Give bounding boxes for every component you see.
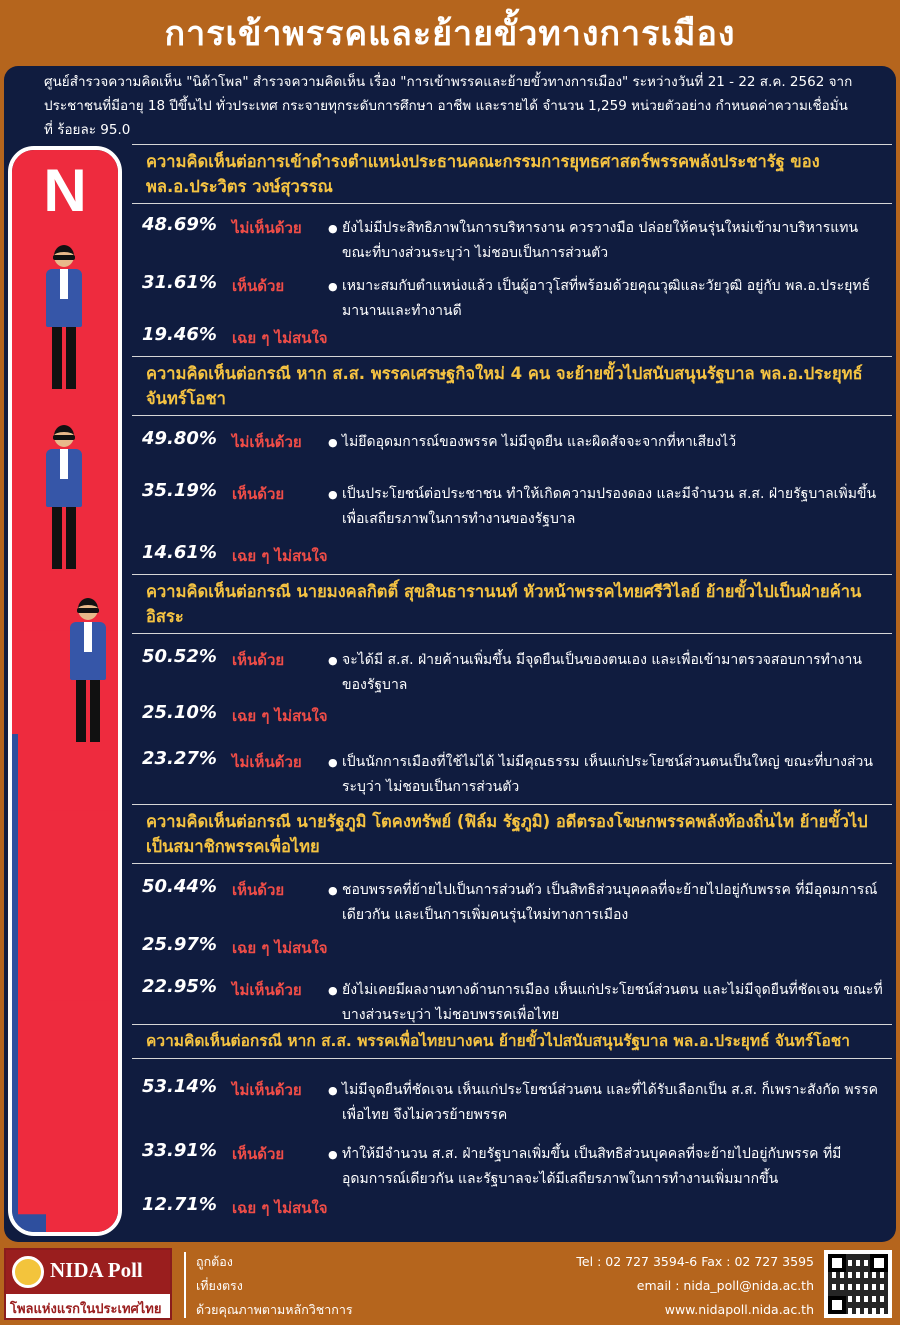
logo-tagline: โพลแห่งแรกในประเทศไทย bbox=[10, 1302, 162, 1317]
percent-value: 49.80% bbox=[142, 428, 217, 449]
opinion-label: เห็นด้วย bbox=[232, 1145, 285, 1163]
intro-paragraph: ศูนย์สำรวจความคิดเห็น "นิด้าโพล" สำรวจความคิดเห็น เรื่อง "การเข้าพรรคและย้ายขั้วทางการเมือง" ระหว่างวันที่ 21 - 22 ส.ค. 2562 จากประชาชนที่มีอายุ 18 ปีขึ้นไป ทั่วประเทศ กระจายทุกระดับการศึกษา อาชีพ และรายได้ จำนวน 1,259 หน่วยตัวอย่าง กำหนดค่าความเชื่อมั่นที่ ร้อยละ 95.0 bbox=[44, 74, 853, 138]
opinion-label: ไม่เห็นด้วย bbox=[232, 1081, 302, 1099]
question-heading: ความคิดเห็นต่อกรณี นายรัฐภูมิ โตคงทรัพย์ (ฟิล์ม รัฐภูมิ) อดีตรองโฆษกพรรคพลังท้องถิ่นไท ย้ายขั้วไปเป็นสมาชิกพรรคเพื่อไทย bbox=[132, 804, 892, 864]
question-section-5 bbox=[132, 1024, 892, 1217]
seal-icon bbox=[12, 1256, 44, 1288]
reason-text: ● จะได้มี ส.ส. ฝ่ายค้านเพิ่มขึ้น มีจุดยืนเป็นของตนเอง และเพื่อเข้ามาตรวจสอบการทำงาน ของรัฐบาล bbox=[328, 648, 888, 698]
email-link[interactable]: email : nida_poll@nida.ac.th bbox=[636, 1278, 814, 1293]
opinion-label: ไม่เห็นด้วย bbox=[232, 433, 302, 451]
question-section-2 bbox=[132, 356, 892, 565]
opinion-label: ไม่เห็นด้วย bbox=[232, 753, 302, 771]
question-section-3 bbox=[132, 574, 892, 795]
percent-value: 19.46% bbox=[142, 324, 217, 345]
question-heading: ความคิดเห็นต่อกรณี นายมงคลกิตติ์ สุขสินธารานนท์ หัวหน้าพรรคไทยศรีวิไลย์ ย้ายขั้วไปเป็นฝ่ายค้านอิสระ bbox=[132, 574, 892, 634]
question-section-1 bbox=[132, 144, 892, 347]
opinion-label: เห็นด้วย bbox=[232, 277, 285, 295]
footer bbox=[0, 1244, 900, 1325]
reason-text: ● เป็นประโยชน์ต่อประชาชน ทำให้เกิดความปรองดอง และมีจำนวน ส.ส. ฝ่ายรัฐบาลเพิ่มขึ้น เพื่อเสถียรภาพในการทำงานของรัฐบาล bbox=[328, 482, 888, 532]
question-section-4 bbox=[132, 804, 892, 1023]
page-title: การเข้าพรรคและย้ายขั้วทางการเมือง bbox=[164, 14, 736, 54]
reason-text: ● ยังไม่มีประสิทธิภาพในการบริหารงาน ควรวางมือ ปล่อยให้คนรุ่นใหม่เข้ามาบริหารแทน ขณะที่บางส่วนระบุว่า ไม่ชอบเป็นการส่วนตัว bbox=[328, 216, 888, 266]
politician-figure bbox=[44, 425, 84, 575]
percent-value: 14.61% bbox=[142, 542, 217, 563]
politician-figure bbox=[44, 245, 84, 395]
slogan: ถูกต้อง bbox=[196, 1254, 233, 1269]
logo-name: NIDA Poll bbox=[50, 1258, 143, 1282]
qr-code-icon bbox=[824, 1250, 892, 1318]
percent-value: 48.69% bbox=[142, 214, 217, 235]
reason-text: ● เป็นนักการเมืองที่ใช้ไม่ได้ ไม่มีคุณธรรม เห็นแก่ประโยชน์ส่วนตนเป็นใหญ่ ขณะที่บางส่วนระบุว่า ไม่ชอบเป็นการส่วนตัว bbox=[328, 750, 888, 800]
phone-fax: Tel : 02 727 3594-6 Fax : 02 727 3595 bbox=[576, 1254, 814, 1269]
slogan: เที่ยงตรง bbox=[196, 1278, 243, 1293]
question-heading: ความคิดเห็นต่อการเข้าดำรงตำแหน่งประธานคณะกรรมการยุทธศาสตร์พรรคพลังประชารัฐ ของ พล.อ.ประวิตร วงษ์สุวรรณ bbox=[132, 144, 892, 204]
percent-value: 33.91% bbox=[142, 1140, 217, 1161]
opinion-label: ไม่เห็นด้วย bbox=[232, 981, 302, 999]
politician-figure-crossing bbox=[68, 598, 108, 748]
percent-value: 50.44% bbox=[142, 876, 217, 897]
politician-figure-flipped bbox=[46, 1000, 122, 1236]
north-pole-label: N bbox=[43, 157, 87, 224]
divider bbox=[184, 1252, 186, 1318]
opinion-label: เห็นด้วย bbox=[232, 485, 285, 503]
main-panel bbox=[4, 66, 896, 1242]
nida-poll-logo bbox=[4, 1248, 172, 1320]
percent-value: 22.95% bbox=[142, 976, 217, 997]
opinion-label: เฉย ๆ ไม่สนใจ bbox=[232, 547, 328, 565]
reason-text: ● ไม่ยึดอุดมการณ์ของพรรค ไม่มีจุดยืน และผิดสัจจะจากที่หาเสียงไว้ bbox=[328, 430, 888, 455]
reason-text: ● ยังไม่เคยมีผลงานทางด้านการเมือง เห็นแก่ประโยชน์ส่วนตน และไม่มีจุดยืนที่ชัดเจน ขณะที่บางส่วนระบุว่า ไม่ชอบพรรคเพื่อไทย bbox=[328, 978, 888, 1028]
opinion-label: เห็นด้วย bbox=[232, 651, 285, 669]
opinion-label: เฉย ๆ ไม่สนใจ bbox=[232, 707, 328, 725]
reason-text: ● ทำให้มีจำนวน ส.ส. ฝ่ายรัฐบาลเพิ่มขึ้น เป็นสิทธิส่วนบุคคลที่จะย้ายไปอยู่กับพรรค ที่มีอุดมการณ์เดียวกัน และรัฐบาลจะได้มีเสถียรภาพในการทำงานเพิ่มมากขึ้น bbox=[328, 1142, 888, 1192]
reason-text: ● ไม่มีจุดยืนที่ชัดเจน เห็นแก่ประโยชน์ส่วนตน และที่ได้รับเลือกเป็น ส.ส. ก็เพราะสังกัด พรรคเพื่อไทย จึงไม่ควรย้ายพรรค bbox=[328, 1078, 888, 1128]
percent-value: 53.14% bbox=[142, 1076, 217, 1097]
slogan-list bbox=[196, 1250, 353, 1322]
percent-value: 50.52% bbox=[142, 646, 217, 667]
contact-info bbox=[576, 1250, 814, 1322]
question-heading: ความคิดเห็นต่อกรณี หาก ส.ส. พรรคเพื่อไทยบางคน ย้ายขั้วไปสนับสนุนรัฐบาล พล.อ.ประยุทธ์ จันทร์โอชา bbox=[132, 1024, 892, 1059]
reason-text: ● ชอบพรรคที่ย้ายไปเป็นการส่วนตัว เป็นสิทธิส่วนบุคคลที่จะย้ายไปอยู่กับพรรค ที่มีอุดมการณ์เดียวกัน และเป็นการเพิ่มคนรุ่นใหม่ทางการเมือง bbox=[328, 878, 888, 928]
percent-value: 12.71% bbox=[142, 1194, 217, 1215]
opinion-label: เฉย ๆ ไม่สนใจ bbox=[232, 329, 328, 347]
opinion-label: เฉย ๆ ไม่สนใจ bbox=[232, 1199, 328, 1217]
percent-value: 25.10% bbox=[142, 702, 217, 723]
reason-text: ● เหมาะสมกับตำแหน่งแล้ว เป็นผู้อาวุโสที่พร้อมด้วยคุณวุฒิและวัยวุฒิ อยู่กับ พล.อ.ประยุทธ์ มานานและทำงานดี bbox=[328, 274, 888, 324]
opinion-label: เฉย ๆ ไม่สนใจ bbox=[232, 939, 328, 957]
percent-value: 31.61% bbox=[142, 272, 217, 293]
percent-value: 23.27% bbox=[142, 748, 217, 769]
website-link[interactable]: www.nidapoll.nida.ac.th bbox=[664, 1302, 814, 1317]
question-heading: ความคิดเห็นต่อกรณี หาก ส.ส. พรรคเศรษฐกิจใหม่ 4 คน จะย้ายขั้วไปสนับสนุนรัฐบาล พล.อ.ประยุทธ์ จันทร์โอชา bbox=[132, 356, 892, 416]
opinion-label: ไม่เห็นด้วย bbox=[232, 219, 302, 237]
slogan: ด้วยคุณภาพตามหลักวิชาการ bbox=[196, 1302, 353, 1317]
percent-value: 25.97% bbox=[142, 934, 217, 955]
opinion-label: เห็นด้วย bbox=[232, 881, 285, 899]
percent-value: 35.19% bbox=[142, 480, 217, 501]
